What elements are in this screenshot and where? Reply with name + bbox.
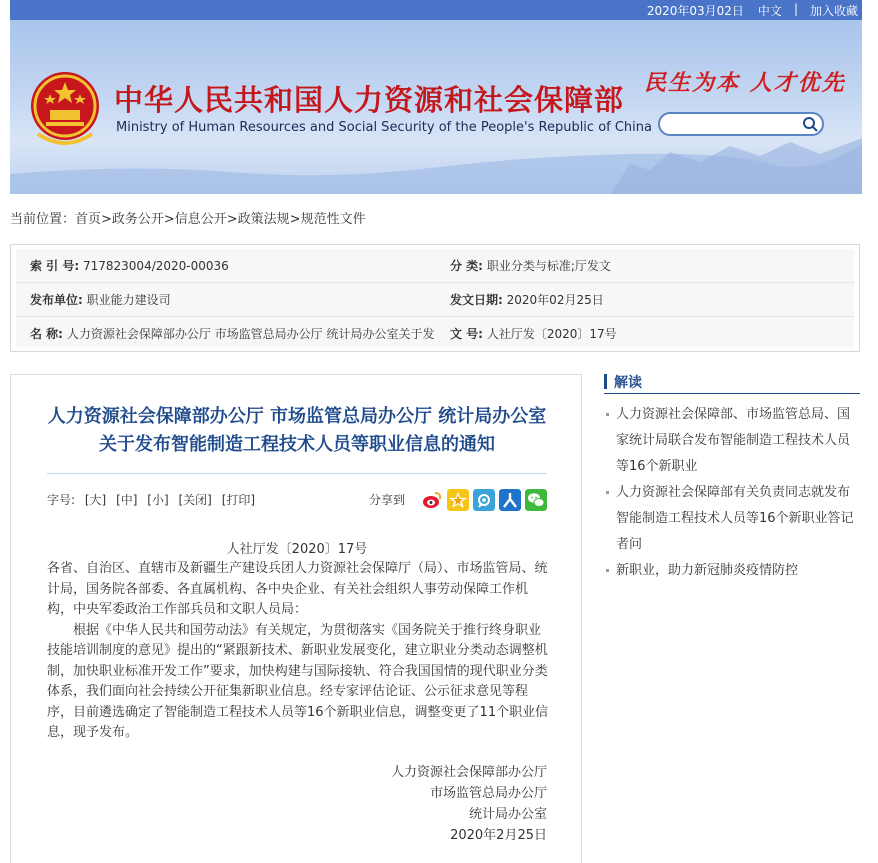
search-box[interactable] (658, 112, 824, 136)
interpretation-sidebar (604, 372, 860, 584)
share-icons (421, 489, 547, 511)
date-value: 2020年02月25日 (506, 293, 604, 307)
sidebar-item-label[interactable]: 人力资源社会保障部、市场监管总局、国家统计局联合发布智能制造工程技术人员等16个新职业 (616, 407, 851, 474)
info-row (16, 249, 854, 283)
sidebar-item[interactable] (604, 480, 860, 558)
site-title-en: Ministry of Human Resources and Social Security of the People's Republic of China (116, 120, 652, 135)
docno-label: 文 号: (450, 327, 483, 341)
index-value: 717823004/2020-00036 (82, 259, 229, 273)
national-emblem-icon (28, 68, 102, 146)
tencent-weibo-icon[interactable] (473, 489, 495, 511)
docno-value: 人社厅发〔2020〕17号 (486, 327, 617, 341)
sidebar-list (604, 402, 860, 584)
font-small-button[interactable]: [小] (147, 493, 169, 507)
sidebar-header (604, 372, 860, 394)
breadcrumb-text[interactable]: 当前位置：首页>政务公开>信息公开>政策法规>规范性文件 (10, 212, 366, 227)
info-row (16, 283, 854, 317)
print-button[interactable]: [打印] (221, 493, 256, 507)
signature-1: 人力资源社会保障部办公厅 (390, 765, 547, 780)
slogan: 民生为本 人才优先 (644, 70, 846, 96)
wechat-icon[interactable] (525, 489, 547, 511)
bullet-icon (606, 569, 609, 572)
sidebar-item-label[interactable]: 新职业，助力新冠肺炎疫情防控 (616, 563, 799, 578)
weibo-icon[interactable] (421, 489, 443, 511)
name-label: 名 称: (30, 327, 63, 341)
addressee: 各省、自治区、直辖市及新疆生产建设兵团人力资源社会保障厅（局）、市场监管局、统计局，国务院各部委、各直属机构、各中央企业、有关社会组织人事劳动保障工作机构，中央军委政治工作部兵员和文职人员局： (47, 561, 548, 617)
article-title: 人力资源社会保障部办公厅 市场监管总局办公厅 统计局办公室关于发布智能制造工程技术人员等职业信息的通知 (47, 406, 547, 455)
article-body (47, 559, 551, 744)
article-panel (10, 374, 582, 863)
sidebar-heading: 解读 (614, 375, 642, 391)
article-toolbar (47, 489, 547, 511)
font-large-button[interactable]: [大] (84, 493, 107, 507)
publisher-label: 发布单位: (30, 293, 83, 307)
body-paragraph: 根据《中华人民共和国劳动法》有关规定，为贯彻落实《国务院关于推行终身职业技能培训制度的意见》提出的“紧跟新技术、新职业发展变化，建立职业分类动态调整机制，加快职业标准开发工作”要求，加快构建与国际接轨、符合我国国情的现代职业分类体系，我们面向社会持续公开征集新职业信息。经专家评估论证、公示征求意见等程序，目前遴选确定了智能制造工程技术人员等16个新职业信息，调整变更了11个职业信息，现予发布。 (47, 622, 549, 740)
category-value: 职业分类与标准;厅发文 (486, 259, 611, 273)
close-button[interactable]: [关闭] (178, 493, 212, 507)
category-label: 分 类: (450, 259, 483, 273)
font-medium-button[interactable]: [中] (116, 493, 138, 507)
breadcrumb (10, 208, 366, 227)
divider (47, 473, 547, 474)
great-wall-illustration (10, 134, 862, 194)
top-bar (10, 0, 862, 20)
index-label: 索 引 号: (30, 259, 80, 273)
heading-bar (604, 374, 607, 389)
publisher-value: 职业能力建设司 (86, 293, 171, 307)
signature-3: 统计局办公室 (468, 807, 547, 822)
separator: | (793, 2, 798, 16)
sidebar-item[interactable] (604, 402, 860, 480)
language-link[interactable]: 中文 (757, 4, 782, 18)
share-label: 分享到 (369, 493, 406, 507)
date-label: 发文日期: (450, 293, 503, 307)
signature-date: 2020年2月25日 (450, 828, 547, 843)
document-number: 人社厅发〔2020〕17号 (226, 542, 368, 557)
signature-2: 市场监管总局办公厅 (429, 786, 547, 801)
bullet-icon (606, 491, 609, 494)
sidebar-item[interactable] (604, 558, 860, 584)
qzone-icon[interactable] (447, 489, 469, 511)
renren-icon[interactable] (499, 489, 521, 511)
sidebar-item-label[interactable]: 人力资源社会保障部有关负责同志就发布智能制造工程技术人员等16个新职业答记者问 (616, 485, 854, 552)
site-title-cn: 中华人民共和国人力资源和社会保障部 (114, 83, 625, 117)
add-favorite-link[interactable]: 加入收藏 (809, 4, 858, 18)
current-date: 2020年03月02日 (646, 4, 744, 18)
font-size-label: 字号: (47, 493, 76, 507)
header-banner (10, 20, 862, 194)
name-value: 人力资源社会保障部办公厅 市场监管总局办公厅 统计局办公室关于发 (66, 327, 435, 341)
search-icon[interactable] (801, 115, 819, 133)
document-info-table (10, 244, 860, 352)
info-row (16, 317, 854, 351)
bullet-icon (606, 413, 609, 416)
